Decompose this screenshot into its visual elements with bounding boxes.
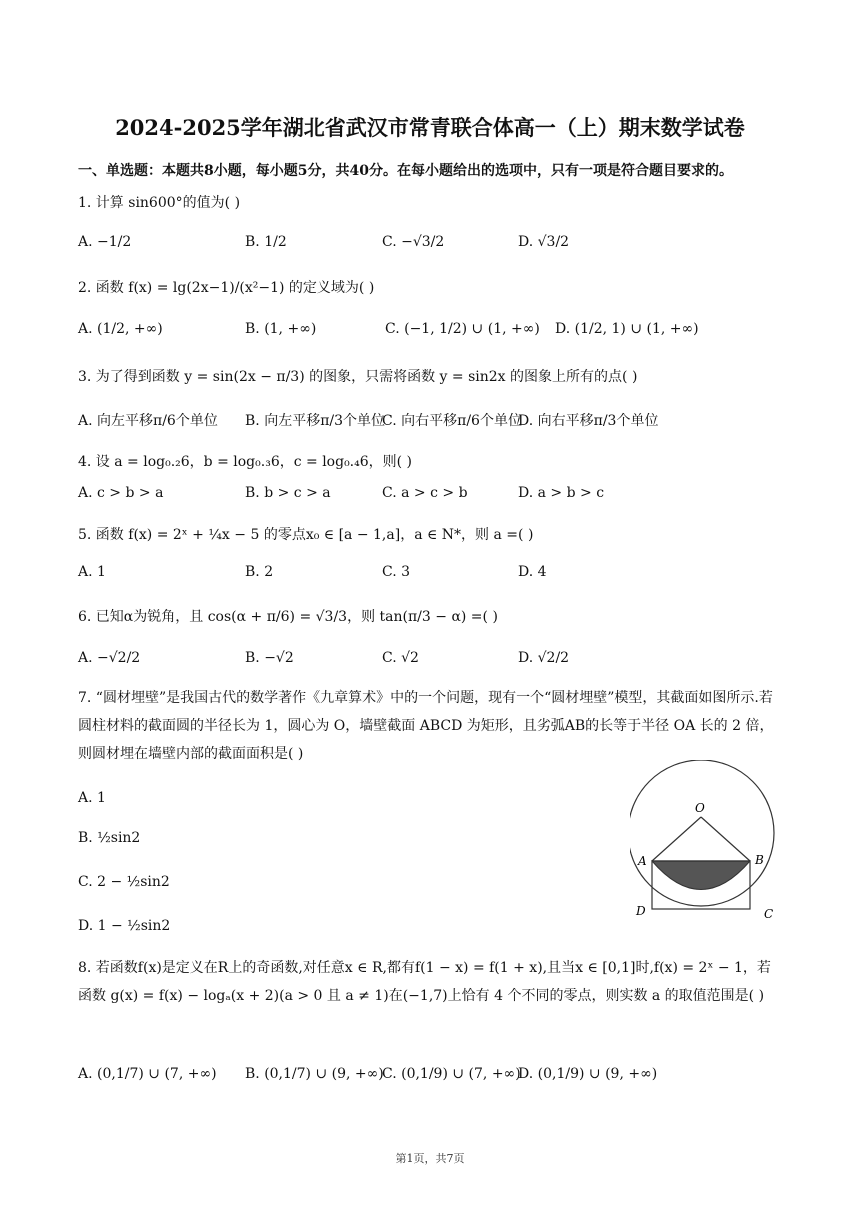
question-2-option-c: C. (−1, 1/2) ∪ (1, +∞) [385,321,540,337]
label-o: O [695,801,705,815]
question-7-option-d: D. 1 − ½sin2 [78,918,171,934]
question-8-stem: 8. 若函数f(x)是定义在R上的奇函数,对任意x ∈ R,都有f(1 − x) = f(1 + x),且当x ∈ [0,1]时,f(x) = 2ˣ − 1，若函数 g(x) = f(x) − logₐ(x + 2)(a > 0 且 a ≠ 1)在(−1,7)上恰有 4 个不同的零点，则实数 a 的取值范围是( ) [78,960,771,1004]
question-8-option-a: A. (0,1/7) ∪ (7, +∞) [78,1066,217,1082]
question-8-option-d: D. (0,1/9) ∪ (9, +∞) [518,1066,658,1082]
question-3-stem: 3. 为了得到函数 y = sin(2x − π/3) 的图象，只需将函数 y = sin2x 的图象上所有的点( ) [78,369,638,385]
question-1-option-d: D. √3/2 [518,234,570,250]
question-4-option-c: C. a > c > b [382,485,468,501]
label-d: D [636,904,646,918]
question-7-stem: 7. “圆材埋壁”是我国古代的数学著作《九章算术》中的一个问题，现有一个“圆材埋壁”模型，其截面如图所示.若圆柱材料的截面圆的半径长为 1，圆心为 O，墙壁截面 ABCD 为矩形，且劣弧AB的长等于半径 OA 长的 2 倍，则圆材埋在墙壁内部的截面面积是( ) [78,690,774,762]
label-a: A [638,854,647,868]
question-3-option-a: A. 向左平移π/6个单位 [78,413,218,429]
question-1-stem: 1. 计算 sin600°的值为( ) [78,195,241,211]
question-1-option-c: C. −√3/2 [382,234,445,250]
question-8-option-b: B. (0,1/7) ∪ (9, +∞) [245,1066,384,1082]
question-8-option-c: C. (0,1/9) ∪ (7, +∞) [382,1066,521,1082]
question-3-option-d: D. 向右平移π/3个单位 [518,413,659,429]
question-6-option-d: D. √2/2 [518,650,570,666]
question-4-option-d: D. a > b > c [518,485,605,501]
question-7-option-a: A. 1 [78,790,106,806]
embedded-segment [652,861,750,890]
question-2-option-b: B. (1, +∞) [245,321,317,337]
question-7-option-b: B. ½sin2 [78,830,141,846]
question-3-option-c: C. 向右平移π/6个单位 [382,413,522,429]
label-c: C [764,907,774,921]
question-2-option-a: A. (1/2, +∞) [78,321,163,337]
question-4-option-b: B. b > c > a [245,485,331,501]
question-6-option-a: A. −√2/2 [78,650,141,666]
circle-wall-figure [630,760,790,925]
question-7-option-c: C. 2 − ½sin2 [78,874,170,890]
question-4-stem: 4. 设 a = log₀.₂6，b = log₀.₃6，c = log₀.₄6，则( ) [78,454,413,470]
question-4-option-a: A. c > b > a [78,485,164,501]
question-1-option-a: A. −1/2 [78,234,132,250]
question-6-option-b: B. −√2 [245,650,294,666]
radius-ob [701,817,750,861]
question-5-option-a: A. 1 [78,564,106,580]
label-b: B [755,853,764,867]
question-5-option-d: D. 4 [518,564,547,580]
question-5-option-b: B. 2 [245,564,274,580]
question-3-option-b: B. 向左平移π/3个单位 [245,413,386,429]
question-6-option-c: C. √2 [382,650,419,666]
question-5-option-c: C. 3 [382,564,411,580]
question-5-stem: 5. 函数 f(x) = 2ˣ + ¼x − 5 的零点x₀ ∈ [a − 1,a]，a ∈ N*，则 a =( ) [78,527,534,543]
question-1-option-b: B. 1/2 [245,234,287,250]
radius-oa [652,817,701,861]
question-6-stem: 6. 已知α为锐角，且 cos(α + π/6) = √3/3，则 tan(π/3 − α) =( ) [78,609,498,625]
page-title: 2024-2025学年湖北省武汉市常青联合体高一（上）期末数学试卷 [115,115,745,140]
question-2-option-d: D. (1/2, 1) ∪ (1, +∞) [555,321,699,337]
question-2-stem: 2. 函数 f(x) = lg(2x−1)/(x²−1) 的定义域为( ) [78,280,375,296]
section-heading: 一、单选题：本题共8小题，每小题5分，共40分。在每小题给出的选项中，只有一项是符合题目要求的。 [78,163,733,179]
page-footer: 第1页，共7页 [395,1152,465,1165]
